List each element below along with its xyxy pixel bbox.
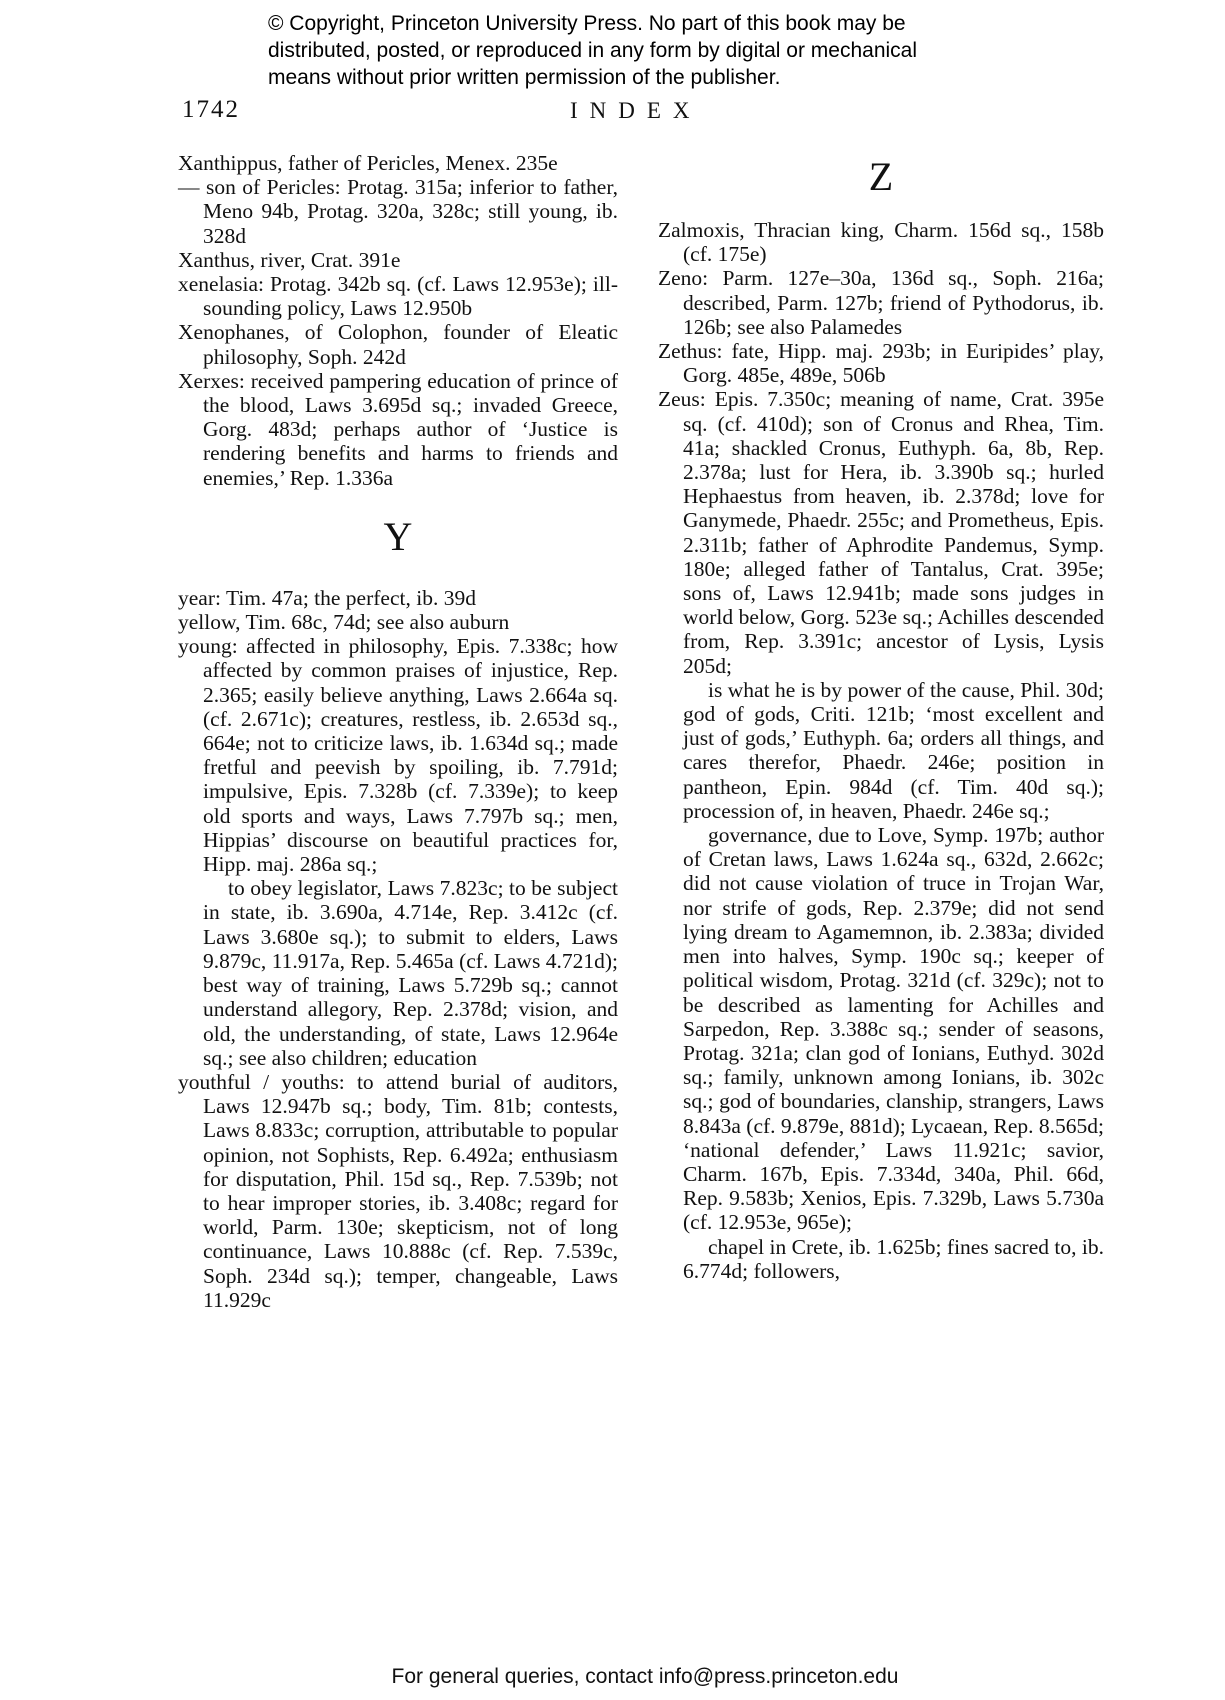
section-letter-y: Y: [383, 513, 413, 559]
index-subentry: chapel in Crete, ib. 1.625b; fines sacred to, ib. 6.774d; followers,: [683, 1234, 1104, 1283]
right-column: [658, 154, 1104, 1283]
index-subentry: is what he is by power of the cause, Phil. 30d; god of gods, Criti. 121b; ‘most excellent and just of gods,’ Euthyph. 6a; orders all things, and cares therefor, Phaedr. 246e; position in pantheon, Epin. 984d (cf. Tim. 40d sq.); procession of, in heaven, Phaedr. 246e sq.;: [683, 677, 1104, 823]
running-head: INDEX: [570, 98, 702, 123]
copyright-line: means without prior written permission of the publisher.: [268, 66, 781, 89]
index-entry: Xerxes: received pampering education of prince of the blood, Laws 3.695d sq.; invaded Greece, Gorg. 483d; perhaps author of ‘Justice is rendering benefits and harms to friends and enemies,’ Rep. 1.336a: [178, 368, 618, 490]
index-entry: young: affected in philosophy, Epis. 7.338c; how affected by common praises of injustice, Rep. 2.365; easily believe anything, Laws 2.664a sq. (cf. 2.671c); creatures, restless, ib. 2.653d sq., 664e; not to criticize laws, ib. 1.634d sq.; made fretful and peevish by spoiling, ib. 7.791d; impulsive, Epis. 7.328b (cf. 7.339e); to keep old sports and ways, Laws 7.797b sq.; men, Hippias’ discourse on beautiful practices for, Hipp. maj. 286a sq.;: [178, 634, 618, 877]
index-subentry: governance, due to Love, Symp. 197b; author of Cretan laws, Laws 1.624a sq., 632d, 2.662c; did not cause violation of truce in Trojan War, nor strife of gods, Rep. 2.379e; did not send lying dream to Agamemnon, ib. 2.383a; divided men into halves, Symp. 190c sq.; keeper of political wisdom, Protag. 321d (cf. 329c); not to be described as lamenting for Achilles and Sarpedon, Rep. 3.388c sq.; sender of seasons, Protag. 321a; clan god of Ionians, Euthyd. 302d sq.; family, unknown among Ionians, ib. 302c sq.; god of boundaries, clanship, strangers, Laws 8.843a (cf. 9.879e, 881d); Lycaean, Rep. 8.565d; ‘national defender,’ Laws 11.921c; savior, Charm. 167b, Epis. 7.334d, 340a, Phil. 66d, Rep. 9.583b; Xenios, Epis. 7.329b, Laws 5.730a (cf. 12.953e, 965e);: [683, 823, 1104, 1235]
copyright-line: distributed, posted, or reproduced in any form by digital or mechanical: [268, 39, 918, 62]
section-letter-z: Z: [868, 154, 894, 199]
index-entry: year: Tim. 47a; the perfect, ib. 39d: [178, 585, 476, 610]
index-entry: yellow, Tim. 68c, 74d; see also auburn: [178, 610, 510, 635]
index-entry: youthful / youths: to attend burial of auditors, Laws 12.947b sq.; body, Tim. 81b; contests, Laws 8.833c; corruption, attributable to popular opinion, not Sophists, Rep. 6.492a; enthusiasm for disputation, Phil. 15d sq., Rep. 7.539b; not to hear improper stories, ib. 3.408c; regard for world, Parm. 130e; skepticism, not of long continuance, Laws 10.888c (cf. Rep. 7.539c, Soph. 234d sq.); temper, changeable, Laws 11.929c: [178, 1069, 618, 1312]
copyright-notice: [268, 10, 1028, 91]
index-entry: Zalmoxis, Thracian king, Charm. 156d sq., 158b (cf. 175e): [658, 218, 1104, 267]
index-entry: Xanthippus, father of Pericles, Menex. 235e: [178, 151, 558, 175]
index-subentry: to obey legislator, Laws 7.823c; to be subject in state, ib. 3.690a, 4.714e, Rep. 3.412c (cf. Laws 3.680e sq.); to submit to elders, Laws 9.879c, 11.917a, Rep. 5.465a (cf. Laws 4.721d); best way of training, Laws 5.729b sq.; cannot understand allegory, Rep. 2.378d; vision, and old, the understanding, of state, Laws 12.964e sq.; see also children; education: [203, 876, 618, 1070]
index-entry: Xanthus, river, Crat. 391e: [178, 247, 401, 272]
footer-contact: For general queries, contact info@press.princeton.edu: [391, 1665, 899, 1688]
index-entry: Xenophanes, of Colophon, founder of Eleatic philosophy, Soph. 242d: [178, 320, 618, 369]
copyright-line: © Copyright, Princeton University Press. No part of this book may be: [268, 12, 906, 35]
index-entry: Zeus: Epis. 7.350c; meaning of name, Crat. 395e sq. (cf. 410d); son of Cronus and Rhea, Tim. 41a; shackled Cronus, Euthyph. 6a, 8b, Rep. 2.378a; lust for Hera, ib. 3.390b sq.; hurled Hephaestus from heaven, ib. 2.378d; love for Ganymede, Phaedr. 255c; and Prometheus, Epis. 2.311b; father of Aphrodite Pandemus, Symp. 180e; alleged father of Tantalus, Crat. 395e; sons of, Laws 12.941b; made sons judges in world below, Gorg. 523e sq.; Achilles descended from, Rep. 3.391c; ancestor of Lysis, Lysis 205d;: [658, 387, 1104, 678]
index-entry: Zethus: fate, Hipp. maj. 293b; in Euripides’ play, Gorg. 485e, 489e, 506b: [658, 339, 1104, 388]
index-entry: — son of Pericles: Protag. 315a; inferior to father, Meno 94b, Protag. 320a, 328c; still young, ib. 328d: [178, 175, 618, 248]
left-column: [178, 151, 618, 1312]
index-entry: xenelasia: Protag. 342b sq. (cf. Laws 12.953e); ill-sounding policy, Laws 12.950b: [178, 272, 618, 321]
index-entry: Zeno: Parm. 127e–30a, 136d sq., Soph. 216a; described, Parm. 127b; friend of Pythodorus, ib. 126b; see also Palamedes: [658, 266, 1104, 339]
page-number: 1742: [182, 96, 240, 123]
